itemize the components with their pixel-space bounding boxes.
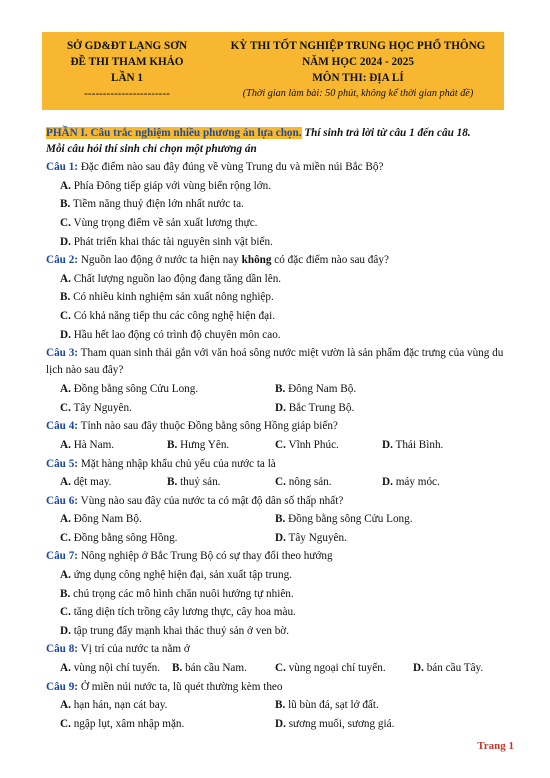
question-5: Câu 5: Mặt hàng nhập khẩu chủ yếu của nước ta là xyxy=(46,457,276,470)
option-b[interactable]: B. Đông Nam Bộ. xyxy=(275,383,357,396)
option-c[interactable]: C. Vùng trọng điểm về sản xuất lương thực. xyxy=(60,216,258,229)
question-9: Câu 9: Ở miền núi nước ta, lũ quét thường kèm theo xyxy=(46,680,283,693)
question-1 xyxy=(46,158,508,177)
option-a[interactable]: A. Đông Nam Bộ. xyxy=(60,513,142,526)
option-b[interactable]: B. Đồng bằng sông Cửu Long. xyxy=(275,513,413,526)
option-c[interactable]: C. Có khả năng tiếp thu các công nghệ hiện đại. xyxy=(60,309,276,322)
option-d[interactable]: D. máy móc. xyxy=(382,476,440,489)
question-label: Câu 3: xyxy=(46,347,79,360)
option-b[interactable]: B. Hưng Yên. xyxy=(167,438,230,451)
option-c[interactable]: C. nông sản. xyxy=(275,476,332,489)
option-a[interactable]: A. Chất lượng nguồn lao động đang tăng dần lên. xyxy=(60,272,282,285)
options-row xyxy=(46,436,508,455)
question-label: Câu 9: xyxy=(46,680,79,693)
question-7: Câu 7: Nông nghiệp ở Bắc Trung Bộ có sự thay đổi theo hướng xyxy=(46,550,333,563)
options-row xyxy=(46,380,508,399)
exam-content xyxy=(46,124,508,733)
question-2: Câu 2: Nguồn lao động ở nước ta hiện nay không có đặc điểm nào sau đây? xyxy=(46,254,389,267)
options-row xyxy=(46,659,508,678)
options-row xyxy=(46,696,508,715)
question-label: Câu 8: xyxy=(46,643,79,656)
question-label: Câu 4: xyxy=(46,420,79,433)
exam-kind: ĐỀ THI THAM KHẢO xyxy=(70,56,184,68)
option-a[interactable]: A. Đồng bằng sông Cửu Long. xyxy=(60,383,199,396)
question-label: Câu 2: xyxy=(46,254,79,267)
option-b[interactable]: B. chú trọng các mô hình chăn nuôi hướng tự nhiên. xyxy=(60,587,294,600)
exam-header xyxy=(42,32,504,110)
page-number: Trang 1 xyxy=(477,740,514,752)
emphasis-not: không xyxy=(241,254,272,267)
option-a[interactable]: A. hạn hán, nạn cát bay. xyxy=(60,699,168,712)
question-text: Đặc điểm nào sau đây đúng về vùng Trung du và miền núi Bắc Bộ? xyxy=(78,161,384,174)
option-d[interactable]: D. Thái Bình. xyxy=(382,438,444,451)
time-note: (Thời gian làm bài: 50 phút, không kể thời gian phát đề) xyxy=(242,88,474,99)
header-left xyxy=(42,32,212,110)
option-c[interactable]: C. vùng ngoại chí tuyến. xyxy=(275,662,386,675)
option-a[interactable]: A. Hà Nam. xyxy=(60,438,115,451)
section-instruction: Thí sinh trả lời từ câu 1 đến câu 18. xyxy=(301,127,471,139)
option-d[interactable]: D. Phát triển khai thác tài nguyên sinh vật biển. xyxy=(60,235,273,248)
header-divider: ----------------------- xyxy=(84,88,170,100)
option-b[interactable]: B. Có nhiều kinh nghiệm sản xuất nông nghiệp. xyxy=(60,291,274,304)
option-d[interactable]: D. bán cầu Tây. xyxy=(413,662,484,675)
exam-title: KỲ THI TỐT NGHIỆP TRUNG HỌC PHỔ THÔNG xyxy=(230,40,486,52)
option-c[interactable]: C. Đồng bằng sông Hồng. xyxy=(60,531,178,544)
question-8: Câu 8: Vị trí của nước ta nằm ở xyxy=(46,643,190,656)
header-right xyxy=(212,32,504,110)
option-b[interactable]: B. bán cầu Nam. xyxy=(172,662,247,675)
department-name: SỞ GD&ĐT LẠNG SƠN xyxy=(66,40,188,52)
question-3: Câu 3: Tham quan sinh thái gắn với văn hoá sông nước miệt vườn là sản phẩm đặc trưng của vùng du lịch nào sau đây? xyxy=(46,347,504,376)
options-row xyxy=(46,715,508,734)
question-label: Câu 5: xyxy=(46,457,79,470)
question-4: Câu 4: Tỉnh nào sau đây thuộc Đồng bằng sông Hồng giáp biển? xyxy=(46,420,338,433)
option-a[interactable]: A. Phía Đông tiếp giáp với vùng biển rộng lớn. xyxy=(60,179,272,192)
options-row xyxy=(46,510,508,529)
option-a[interactable]: A. vùng nội chí tuyến. xyxy=(60,662,161,675)
option-d[interactable]: D. tập trung đẩy mạnh khai thác thuỷ sản ở ven bờ. xyxy=(60,624,290,637)
option-b[interactable]: B. Tiềm năng thuỷ điện lớn nhất nước ta. xyxy=(60,198,244,211)
options-row xyxy=(46,473,508,492)
question-label: Câu 7: xyxy=(46,550,79,563)
option-c[interactable]: C. Vĩnh Phúc. xyxy=(275,438,339,451)
option-d[interactable]: D. Tây Nguyên. xyxy=(275,531,347,544)
option-d[interactable]: D. Hầu hết lao động có trình độ chuyên môn cao. xyxy=(60,328,281,341)
question-label: Câu 6: xyxy=(46,494,79,507)
school-year: NĂM HỌC 2024 - 2025 xyxy=(302,56,414,68)
option-b[interactable]: B. thuỷ sản. xyxy=(167,476,221,489)
options-row xyxy=(46,399,508,418)
question-6: Câu 6: Vùng nào sau đây của nước ta có mật độ dân số thấp nhất? xyxy=(46,494,344,507)
question-label: Câu 1: xyxy=(46,161,79,174)
section-title: PHẦN I. Câu trắc nghiệm nhiều phương án lựa chọn. xyxy=(46,127,302,139)
option-c[interactable]: C. Tây Nguyên. xyxy=(60,401,132,414)
option-a[interactable]: A. dệt may. xyxy=(60,476,112,489)
section-instruction-2: Mỗi câu hỏi thí sinh chỉ chọn một phương án xyxy=(46,142,257,155)
exam-round: LẦN 1 xyxy=(110,72,143,84)
option-c[interactable]: C. tăng diện tích trồng cây lương thực, cây hoa màu. xyxy=(60,606,296,619)
option-d[interactable]: D. sương muối, sương giá. xyxy=(275,717,395,730)
option-b[interactable]: B. lũ bùn đá, sạt lở đất. xyxy=(275,699,379,712)
option-a[interactable]: A. ứng dụng công nghệ hiện đại, sản xuất tập trung. xyxy=(60,569,292,582)
option-c[interactable]: C. ngập lụt, xâm nhập mặn. xyxy=(60,717,185,730)
option-d[interactable]: D. Bắc Trung Bộ. xyxy=(275,401,355,414)
subject: MÔN THI: ĐỊA LÍ xyxy=(312,72,404,84)
options-row xyxy=(46,529,508,548)
